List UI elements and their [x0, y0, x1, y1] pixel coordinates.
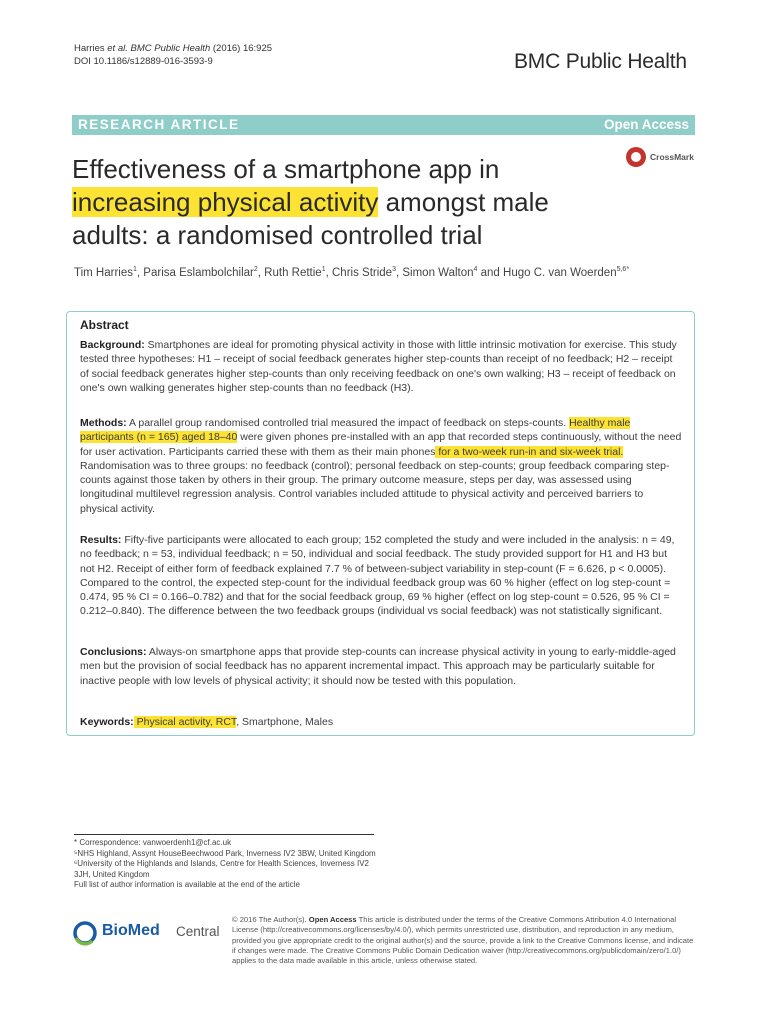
author-name: Simon Walton: [402, 266, 474, 279]
title-highlight: increasing physical activity: [72, 187, 379, 217]
author-separator: ,: [257, 266, 265, 279]
keywords-highlight: Physical activity, RCT: [133, 716, 237, 728]
abstract-heading: Abstract: [80, 318, 129, 332]
background-text: Smartphones are ideal for promoting physical activity in those with little intrinsic motivation for exercise. This study tested three hypotheses: H1 – receipt of social feedback generates higher step-counts than receipt of no feedback; H2 – receipt of social feedback generates higher step-counts than only receiving feedback on one's own walking; H3 – receipt of feedback on one's own walking generates higher step-counts than no feedback (H3).: [80, 339, 677, 394]
keywords-label: Keywords:: [80, 716, 134, 728]
biomed-central-logo: [72, 918, 222, 950]
crossmark-label: CrossMark: [650, 152, 694, 162]
author-separator: ,: [325, 266, 332, 279]
license-statement: [232, 915, 698, 966]
citation-journal: et al. BMC Public Health: [107, 43, 211, 54]
crossmark-inner-dot: [631, 152, 641, 162]
author-list: [74, 266, 629, 279]
methods-highlight-1: Healthy male participants (n = 165) aged 18–40: [80, 417, 631, 444]
open-access-inline: Open Access: [308, 915, 357, 924]
author-affiliation-mark: 1: [321, 266, 326, 273]
title-line-3: adults: a randomised controlled trial: [72, 220, 483, 250]
copyright-text: © 2016 The Author(s).: [232, 915, 309, 924]
citation-authors: Harries: [74, 43, 108, 54]
author-separator: ,: [136, 266, 144, 279]
author-affiliation-mark: 2: [253, 266, 258, 273]
keywords-text: , Smartphone, Males: [236, 716, 334, 728]
methods-label: Methods:: [80, 417, 127, 429]
license-text: This article is distributed under the terms of the Creative Commons Attribution 4.0 International License (http://creativecommons.org/licenses/by/4.0/), which permits unrestricted use, distribution, and reproduction in any medium, provided you give appropriate credit to the original author(s) and the source, provide a link to the Creative Commons license, and indicate if changes were made. The Creative Commons Public Domain Dedication waiver (http://creativecommons.org/publicdomain/zero/1.0/) applies to the data made available in this article, unless otherwise stated.: [232, 915, 694, 966]
affiliation-6: ⁶University of the Highlands and Islands, Centre for Health Sciences, Inverness IV2 3JH, United Kingdom: [74, 859, 369, 879]
author-name: Chris Stride: [332, 266, 393, 279]
author-name: Ruth Rettie: [264, 266, 322, 279]
affiliation-5: ⁵NHS Highland, Assynt HouseBeechwood Park, Inverness IV2 3BW, United Kingdom: [74, 848, 376, 858]
author-name: Parisa Eslambolchilar: [143, 266, 254, 279]
citation-volume: (2016) 16:925: [210, 43, 273, 54]
conclusions-text: Always-on smartphone apps that provide step-counts can increase physical activity in young to early-middle-aged men but the provision of social feedback has no apparent incremental impact. This approach may be particularly suitable for inactive people with low levels of physical activity; it should now be tested with this population.: [80, 646, 676, 687]
abstract-results: [80, 533, 683, 619]
open-access-label: Open Access: [603, 117, 689, 132]
biomed-ring-icon: [72, 920, 98, 946]
title-line-1: Effectiveness of a smartphone app in: [72, 154, 500, 184]
abstract-box: [66, 311, 695, 736]
results-label: Results:: [80, 534, 122, 546]
footnote-divider: [74, 834, 374, 835]
title-line-2: amongst male: [378, 187, 549, 217]
citation-header: [74, 42, 272, 68]
author-info-note: Full list of author information is available at the end of the article: [74, 880, 300, 890]
crossmark-badge[interactable]: [626, 147, 696, 171]
doi-link[interactable]: DOI 10.1186/s12889-016-3593-9: [74, 56, 213, 67]
author-affiliation-mark: 3: [392, 266, 396, 273]
crossmark-icon: [626, 147, 646, 167]
methods-text-2: were given phones pre-installed with an app that recorded steps continuously, without the need for user activation. Participants carried these with them as their main phones: [80, 431, 682, 458]
author-separator: and: [477, 266, 504, 279]
journal-name: BMC Public Health: [514, 50, 687, 73]
author-separator: ,: [395, 266, 403, 279]
methods-text-1: A parallel group randomised controlled trial measured the impact of feedback on steps-counts.: [126, 417, 570, 429]
correspondence-email[interactable]: * Correspondence: vanwoerdenh1@cf.ac.uk: [74, 838, 232, 847]
methods-text-3: Randomisation was to three groups: no feedback (control); personal feedback on step-counts; group feedback comparing step-counts against those taken by others in their group. The primary outcome measure, steps per day, was assessed using longitudinal multilevel regression analysis. Control variables included attitude to physical activity and perceived barriers to physical activity.: [80, 459, 670, 515]
abstract-background: [80, 338, 683, 395]
abstract-keywords: [80, 715, 683, 729]
author-name: Tim Harries: [74, 266, 133, 279]
article-type-banner: [72, 115, 695, 135]
author-name: Hugo C. van Woerden: [503, 266, 617, 279]
article-title: [72, 153, 632, 252]
author-affiliation-mark: 5,6*: [616, 266, 630, 273]
biomed-wordmark: BioMed: [102, 922, 160, 939]
abstract-methods: [80, 416, 683, 516]
article-type-label: RESEARCH ARTICLE: [78, 117, 240, 132]
central-wordmark: Central: [176, 924, 220, 939]
background-label: Background:: [80, 339, 145, 351]
results-text: Fifty-five participants were allocated to each group; 152 completed the study and were included in the analysis: n = 49, no feedback; n = 53, individual feedback; n = 50, individual and social feedback. The study provided support for H1 and H3 but not H2. Receipt of either form of feedback explained 7.7 % of between-subject variability in step-count (F = 6.626, p < 0.0005). Compared to the control, the expected step-count for the individual feedback group was 60 % higher (effect on log step-count = 0.474, 95 % CI = 0.166–0.782) and that for the social feedback group, 69 % higher (effect on log step-count = 0.526, 95 % CI = 0.212–0.840). The difference between the two feedback groups (individual vs social feedback) was not statistically significant.: [80, 534, 675, 618]
abstract-conclusions: [80, 645, 683, 688]
author-affiliation-mark: 4: [473, 266, 478, 273]
conclusions-label: Conclusions:: [80, 646, 147, 658]
footnotes: [74, 838, 384, 891]
author-affiliation-mark: 1: [133, 266, 137, 273]
methods-highlight-2: for a two-week run-in and six-week trial.: [435, 445, 624, 458]
